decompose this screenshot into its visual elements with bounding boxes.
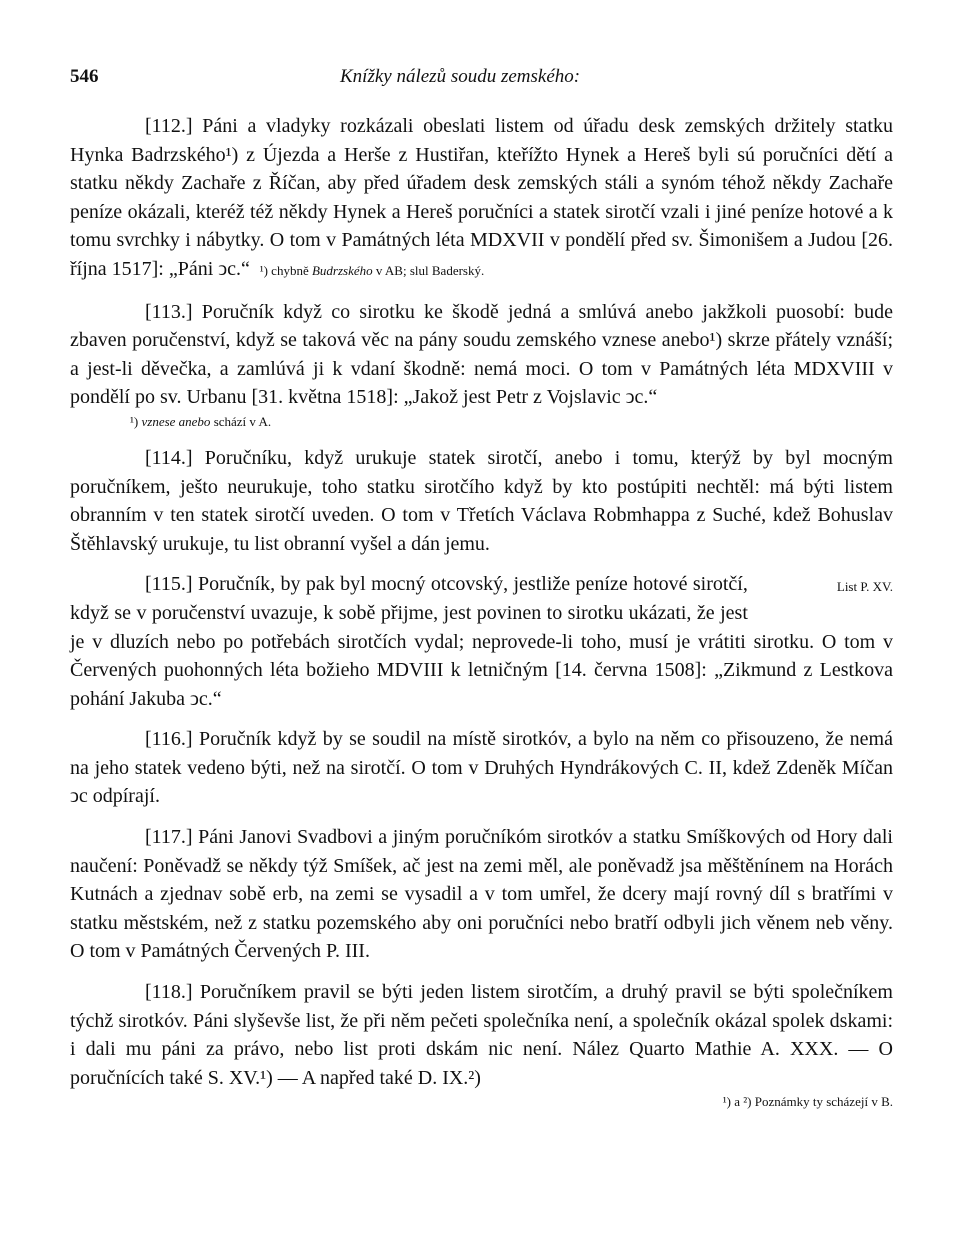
paragraph-113: [113.] Poručník když co sirotku ke škodě jedná a smlúvá anebo jakžkoli puosobí: bude zbaven poručenství, když se taková věc na pány soudu zemského vznese anebo¹) skrze přátely vznáší; a jest-li děvečka, a zamlúvá ji k vdaní škodně: nemá moci. O tom v Památných léta MDXVIII v pondělí po sv. Urbanu [31. května 1518]: „Jakož jest Petr z Vojslavic ↄc.“ xyxy=(70,300,893,409)
paragraph-115 xyxy=(70,570,893,713)
paragraph-115-text: [115.] Poručník, by pak byl mocný otcovský, jestliže peníze hotové sirotčí, když se v poručenství uvazuje, k sobě přijme, jest povinen to sirotku ukázati, že jest je v dluzích nebo po potřebách sirotčích vydal; neprovede-li toho, musí je vrátiti sirotku. O tom v Červených puohonných léta božieho MDVIII k letničným [14. června 1508]: „Zikmund z Lestkova pohání Jakuba ↄc.“ xyxy=(70,573,893,710)
margin-note: List P. XV. xyxy=(836,579,893,595)
inline-footnote-112: ¹) chybně Budrzského v AB; slul Baderský. xyxy=(259,262,485,278)
page-body xyxy=(70,112,893,1117)
page-header xyxy=(70,66,893,92)
footnote-113: ¹) vznese anebo schází v A. xyxy=(130,413,272,429)
paragraph-114: [114.] Poručníku, když urukuje statek sirotčí, anebo i tomu, kterýž by byl mocným poručníkem, ješto neurukuje, toho statku sirotčího když by kto postúpiti nechtěl: má býti listem obranním v ten statek sirotčí uveden. O tom v Třetích Václava Robmhappa z Suché, kdež Bohuslav Štěhlavský urukuje, tu list obranní vyšel a dán jemu. xyxy=(70,446,893,555)
paragraph-118: [118.] Poručníkem pravil se býti jeden listem sirotčím, a druhý pravil se býti společníkem týchž sirotkóv. Páni slyševše list, že při něm pečeti společníka není, a společník okázal spolek dskami: i dali mu páni za právo, nebo list proti dskám nic není. Nález Quarto Mathie A. XXX. — O poručnících také S. XV.¹) — A napřed také D. IX.²) xyxy=(70,981,893,1089)
page-number: 546 xyxy=(70,66,99,87)
footnote-118: ¹) a ²) Poznámky ty scházejí v B. xyxy=(722,1094,893,1110)
paragraph-117: [117.] Páni Janovi Svadbovi a jiným poručníkóm sirotkóv a statku Smíškových od Hory dali naučení: Poněvadž se někdy týž Smíšek, ač jest na zemi měl, ale poněvadž jsa měštěnínem na Horách Kutnách a zjednav sobě erb, na zemi se vysadil a v tom umřel, že dcery mají rovný díl s bratřími v statku městském, než z statku pozemského aby oni poručníci nebo bratří odbyli jich věnem neb věny. O tom v Památných Červených P. III. xyxy=(70,826,893,963)
paragraph-112 xyxy=(70,112,893,286)
paragraph-116: [116.] Poručník když by se soudil na místě sirotkóv, a bylo na něm co přisouzeno, že nemá na jeho statek vedeno býti, než na sirotčí. O tom v Druhých Hyndrákových C. II, kdež Zdeněk Míčan ↄc odpírají. xyxy=(70,728,893,808)
running-title: Knížky nálezů soudu zemského: xyxy=(340,66,581,87)
paragraph-112-text: [112.] Páni a vladyky rozkázali obeslati listem od úřadu desk zemských držitely statku Hynka Badrzského¹) z Újezda a Herše z Hustiřan, kteřížto Hynek a Hereš byli sú poručníci dětí a statku někdy Zachaře z Říčan, aby před úřadem desk zemských stáli a synóm téhož někdy Zachaře peníze okázali, kteréž též někdy Hynek a Hereš poručníci a statek sirotčí vzali i jiné peníze hotové a k tomu svrchky i nábytky. O tom v Památných léta MDXVII v pondělí před sv. Šimonišem a Judou [26. října 1517]: „Páni ↄc.“ xyxy=(70,115,893,280)
